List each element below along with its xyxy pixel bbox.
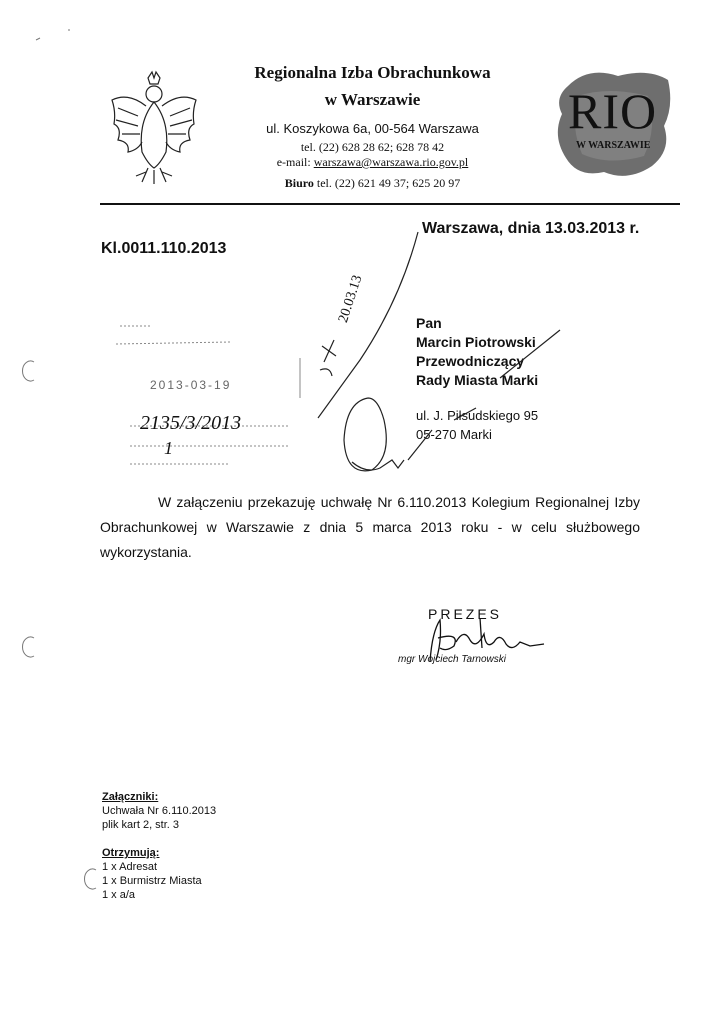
date-line: Warszawa, dnia 13.03.2013 r. [422, 220, 640, 237]
attachments-heading: Załączniki: [102, 791, 159, 803]
attachment-item: plik kart 2, str. 3 [102, 819, 180, 831]
office-phone: tel. (22) 621 49 37; 625 20 97 [313, 176, 461, 190]
recipients-heading: Otrzymują: [102, 847, 160, 859]
email-link[interactable]: warszawa@warszawa.rio.gov.pl [313, 155, 469, 169]
stamp-number: 2135/3/2013 [140, 412, 242, 434]
email-label: e-mail: [276, 155, 314, 169]
recipient-item: 1 x Burmistrz Miasta [102, 875, 202, 887]
recipient-role: Przewodniczący [416, 353, 525, 369]
recipient-item: 1 x Adresat [102, 861, 158, 873]
recipient-council: Rady Miasta Marki [416, 372, 539, 388]
org-address: ul. Koszykowa 6a, 00-564 Warszawa [266, 121, 479, 136]
recipient-postal: 05-270 Marki [416, 427, 492, 442]
office-label: Biuro [284, 176, 314, 190]
signature-title: PREZES [428, 606, 503, 622]
stamp-count: 1 [164, 438, 173, 458]
org-city: w Warszawie [324, 90, 421, 109]
rio-logo-text: RIO [568, 83, 658, 139]
recipient-item: 1 x a/a [102, 889, 136, 901]
stamp-date: 2013-03-19 [150, 378, 232, 392]
attachment-item: Uchwała Nr 6.110.2013 [102, 805, 217, 817]
recipient-salutation: Pan [416, 315, 442, 331]
org-name: Regionalna Izba Obrachunkowa [254, 63, 491, 82]
org-phone: tel. (22) 628 28 62; 628 78 42 [300, 140, 445, 154]
recipient-name: Marcin Piotrowski [416, 334, 536, 350]
body-paragraph: W załączeniu przekazuję uchwałę Nr 6.110.2013 Kolegium Regionalnej Izby Obrachunkowej w Warszawie z dnia 5 marca 2013 roku - w celu służbowego wykorzystania. [100, 494, 640, 560]
recipient-street: ul. J. Piłsudskiego 95 [416, 408, 539, 423]
reference-number: Kl.0011.110.2013 [101, 240, 227, 257]
rio-logo-subtext: W WARSZAWIE [576, 140, 651, 151]
signature-name: mgr Wojciech Tarnowski [398, 654, 506, 665]
handwritten-date-note: 20.03.13 [336, 273, 366, 325]
